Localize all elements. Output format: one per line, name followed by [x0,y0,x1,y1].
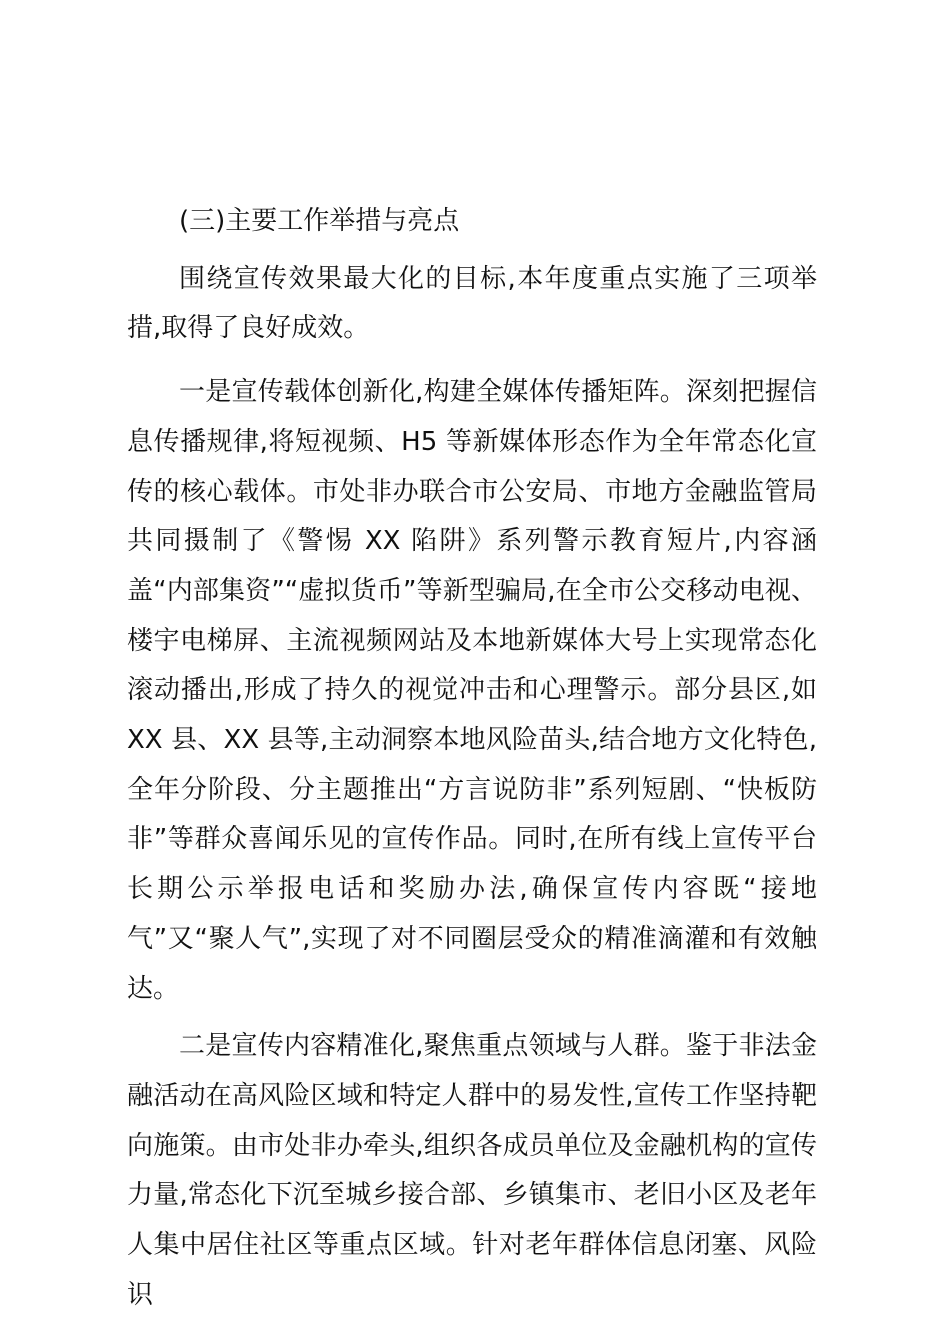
paragraph-measure-one: 一是宣传载体创新化,构建全媒体传播矩阵。深刻把握信息传播规律,将短视频、H5 等新媒体形态作为全年常态化宣传的核心载体。市处非办联合市公安局、市地方金融监管局共同摄制了《警惕 XX 陷阱》系列警示教育短片,内容涵盖“内部集资”“虚拟货币”等新型骗局,在全市公交移动电视、楼宇电梯屏、主流视频网站及本地新媒体大号上实现常态化滚动播出,形成了持久的视觉冲击和心理警示。部分县区,如 XX 县、XX 县等,主动洞察本地风险苗头,结合地方文化特色,全年分阶段、分主题推出“方言说防非”系列短剧、“快板防非”等群众喜闻乐见的宣传作品。同时,在所有线上宣传平台长期公示举报电话和奖励办法,确保宣传内容既“接地气”又“聚人气”,实现了对不同圈层受众的精准滴灌和有效触达。 [127,377,817,1004]
document-body [127,197,817,1320]
paragraph-measure-two: 二是宣传内容精准化,聚焦重点领域与人群。鉴于非法金融活动在高风险区域和特定人群中的易发性,宣传工作坚持靶向施策。由市处非办牵头,组织各成员单位及金融机构的宣传力量,常态化下沉至城乡接合部、乡镇集市、老旧小区及老年人集中居住社区等重点区域。针对老年群体信息闭塞、风险识 [127,1031,817,1310]
paragraph-intro: 围绕宣传效果最大化的目标,本年度重点实施了三项举措,取得了良好成效。 [127,263,817,344]
section-heading: (三)主要工作举措与亮点 [179,206,460,236]
